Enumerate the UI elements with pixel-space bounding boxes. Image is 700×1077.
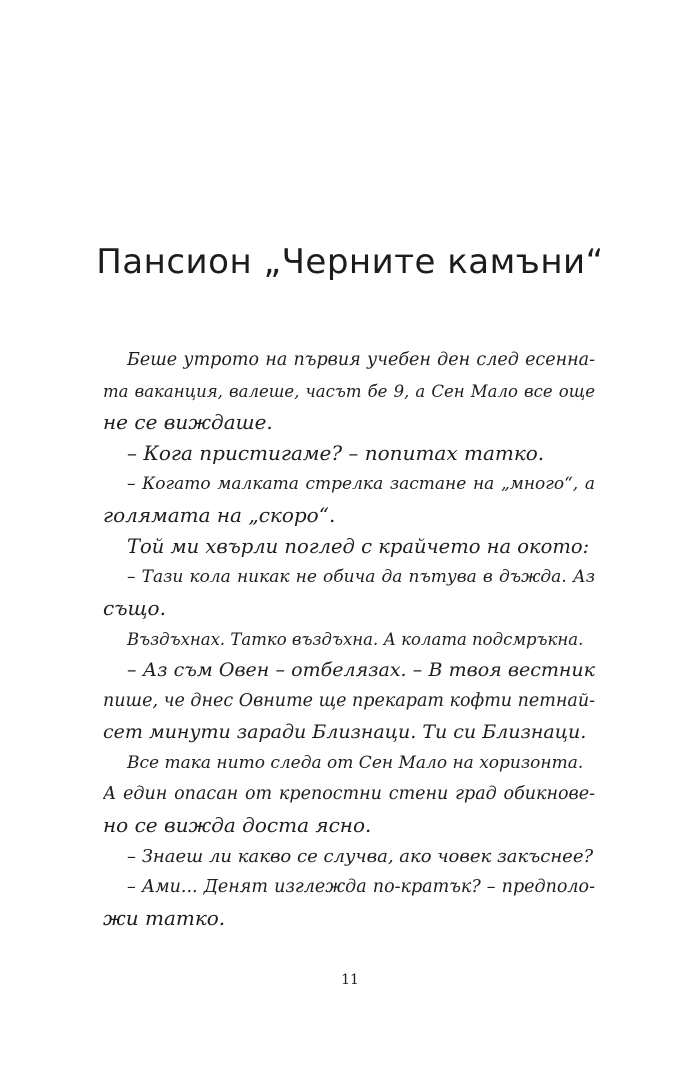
text-line: пише, че днес Овните ще прекарат кофти петнай- [103, 691, 595, 711]
text-line: – Ами... Денят изглежда по-кратък? – предполо- [127, 877, 595, 897]
text-line: та ваканция, валеше, часът бе 9, а Сен Мало все още [103, 382, 595, 401]
text-line: също. [103, 596, 166, 620]
text-line: – Тази кола никак не обича да пътува в дъжда. Аз [127, 567, 595, 587]
text-line: – Когато малката стрелка застане на „много“, а [127, 474, 595, 494]
text-line: – Аз съм Овен – отбелязах. – В твоя вестник [127, 659, 595, 681]
text-line: не се виждаше. [103, 410, 273, 434]
text-line: – Знаеш ли какво се случва, ако човек закъснее? [127, 846, 594, 867]
text-line: А един опасан от крепостни стени град обикнове- [103, 784, 595, 804]
text-line: Все така нито следа от Сен Мало на хоризонта. [127, 753, 584, 773]
text-line: – Кога пристигаме? – попитах татко. [127, 441, 545, 465]
text-line: сет минути заради Близнаци. Ти си Близнаци. [103, 721, 587, 743]
chapter-title: Пансион „Черните камъни“ [96, 242, 604, 282]
text-line: Той ми хвърли поглед с крайчето на окото: [127, 535, 590, 558]
text-line: Беше утрото на първия учебен ден след есенна- [127, 350, 595, 370]
text-line: голямата на „скоро“. [103, 503, 336, 527]
text-line: жи татко. [103, 906, 226, 930]
text-line: Въздъхнах. Татко въздъхна. А колата подсмръкна. [127, 630, 584, 649]
body-text [103, 345, 595, 934]
text-line: но се вижда доста ясно. [103, 813, 372, 837]
page-number: 11 [341, 972, 359, 988]
